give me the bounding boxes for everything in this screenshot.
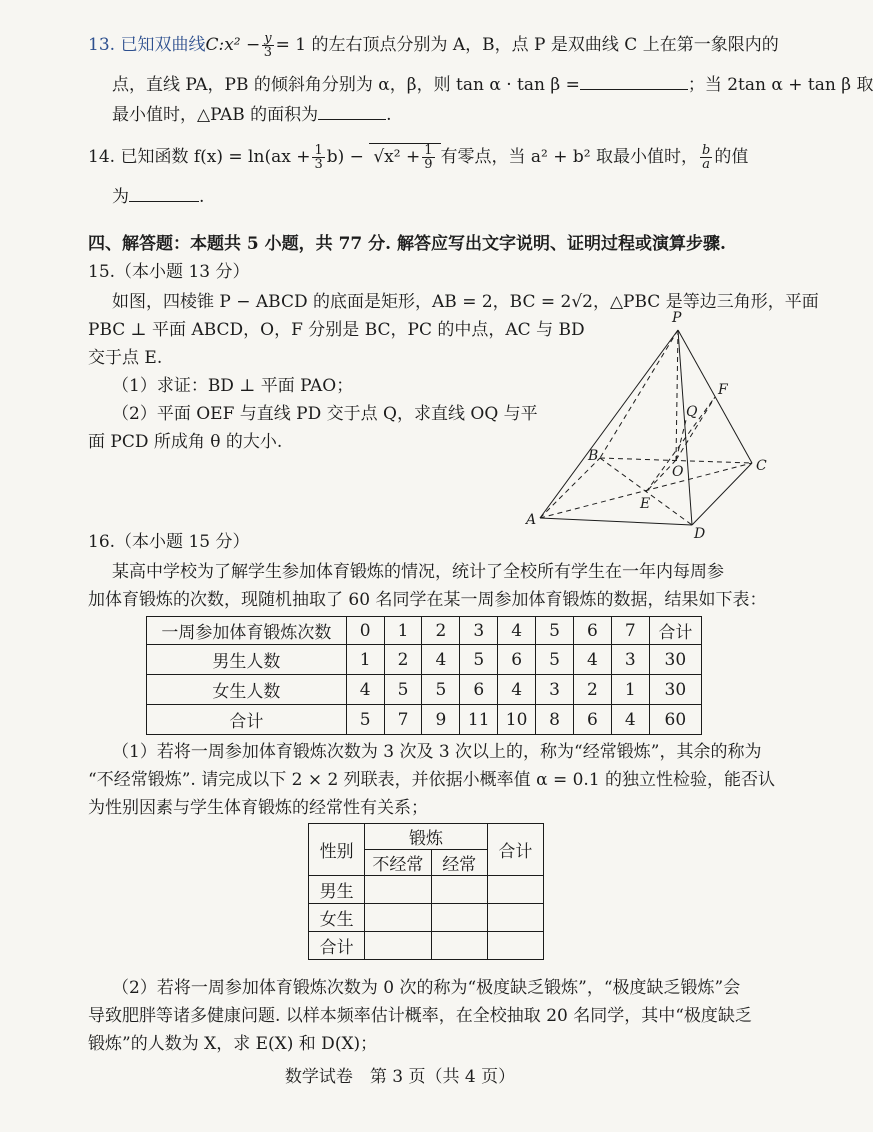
table-cell: 6 [460,675,498,705]
q13-intro: 已知双曲线 [120,35,206,55]
ct-blank-cell[interactable] [365,932,431,960]
q16-part2-line-2: 导致肥胖等诸多健康问题. 以样本频率估计概率，在全校抽取 20 名同学，其中“极度缺乏 [88,1006,752,1026]
q13-blank-2[interactable] [318,102,386,120]
table-header-cell: 5 [536,617,574,645]
q14-f1-num: 1 [314,143,323,158]
table-header-cell: 6 [573,617,611,645]
q13-frac-den: 3 [263,45,273,60]
q13-line2a: 点，直线 PA，PB 的倾斜角分别为 α，β，则 tan α · tan β = [112,75,580,95]
q13-number: 13. [88,35,116,55]
table-header-cell: 2 [422,617,460,645]
table-row [309,876,544,904]
q15-header: 15.（本小题 13 分） [88,262,250,282]
section-4-heading: 四、解答题：本题共 5 小题，共 77 分. 解答应写出文字说明、证明过程或演算步骤. [88,234,726,254]
table-cell: 2 [384,645,422,675]
q14-number: 14. [88,147,116,167]
q15-line-6: 面 PCD 所成角 θ 的大小. [88,432,283,452]
table-header-cell: 1 [384,617,422,645]
q14-frac-2 [422,144,434,171]
ct-blank-cell[interactable] [365,904,431,932]
ct-gender-header: 性别 [309,824,365,876]
q14-t3: 有零点，当 a² + b² 取最小值时， [440,147,699,167]
table-cell: 10 [498,705,536,735]
label-E: E [640,496,651,512]
table-cell: 6 [573,705,611,735]
table-row [309,932,544,960]
table-cell: 11 [460,705,498,735]
q14-f2-den: 9 [424,157,433,172]
q14-f2-num: 1 [424,143,433,158]
label-F: F [718,382,728,398]
table-cell: 4 [346,675,384,705]
edge-PC [678,330,752,463]
q16-part1-line-1: （1）若将一周参加体育锻炼次数为 3 次及 3 次以上的，称为“经常锻炼”，其余的称为 [112,742,762,762]
contingency-table [308,823,544,960]
table-cell: 4 [498,675,536,705]
table-cell: 5 [536,645,574,675]
q14-sqrt-a: x² + [384,147,421,167]
edge-PD [678,330,692,525]
q13-line-1 [88,32,779,59]
q13-line-2 [112,72,873,97]
table-cell: 4 [573,645,611,675]
ct-row-label: 女生 [309,904,365,932]
table-cell: 男生人数 [147,645,347,675]
q15-line-5: （2）平面 OEF 与直线 PD 交于点 Q，求直线 OQ 与平 [112,404,538,424]
q14-frac-1 [312,144,324,171]
q14-line-1 [88,143,748,171]
q14-line-2 [112,184,204,209]
table-header-cell: 合计 [649,617,701,645]
ct-blank-cell[interactable] [431,904,487,932]
exercise-table [146,616,702,735]
table-cell: 5 [422,675,460,705]
pyramid-figure [520,300,780,540]
q14-line2a: 为 [112,187,129,207]
table-cell: 8 [536,705,574,735]
q14-sqrt: √x² + $\frac{1}{9}$ [369,143,440,171]
table-cell: 7 [384,705,422,735]
q16-line-1: 某高中学校为了解学生参加体育锻炼的情况，统计了全校所有学生在一年内每周参 [112,562,724,582]
edge-DC [692,463,752,525]
q14-frac-3 [700,144,712,171]
q13-line3b: . [386,105,392,125]
ct-not-regular-header: 不经常 [365,850,431,876]
q13-line-3 [112,102,392,127]
q14-f3-den: a [702,157,711,172]
table-header-cell: 一周参加体育锻炼次数 [147,617,347,645]
table-cell: 3 [536,675,574,705]
label-O: O [672,464,684,480]
table-header-row [147,617,702,645]
q15-line-2: PBC ⊥ 平面 ABCD，O，F 分别是 BC，PC 的中点，AC 与 BD [88,320,585,340]
q15-line-1: 如图，四棱锥 P − ABCD 的底面是矩形，AB = 2，BC = 2√2，△PBC 是等边三角形，平面 [112,292,819,312]
q14-blank[interactable] [129,184,199,202]
edge-PB [600,330,678,458]
label-D: D [694,526,706,542]
ct-row-label: 合计 [309,932,365,960]
table-header-cell: 4 [498,617,536,645]
label-P: P [672,310,682,326]
q14-line2b: . [199,187,205,207]
q13-blank-1[interactable] [580,72,688,90]
ct-total-header: 合计 [487,824,543,876]
ct-blank-cell[interactable] [365,876,431,904]
table-cell: 4 [422,645,460,675]
table-row [147,675,702,705]
ct-blank-cell[interactable] [431,932,487,960]
q16-part2-line-3: 锻炼”的人数为 X，求 E(X) 和 D(X)； [88,1034,378,1054]
q15-line-4: （1）求证：BD ⊥ 平面 PAO； [112,376,354,396]
q13-fraction [262,32,273,59]
ct-blank-cell[interactable] [487,904,543,932]
ct-row-label: 男生 [309,876,365,904]
table-cell: 5 [384,675,422,705]
q15-line-3: 交于点 E. [88,348,163,368]
table-cell: 1 [346,645,384,675]
q14-t2: b) − [326,147,364,167]
q13-eq-rhs: = 1 的左右顶点分别为 A，B，点 P 是双曲线 C 上在第一象限内的 [275,35,779,55]
table-cell: 30 [649,645,701,675]
ct-blank-cell[interactable] [487,876,543,904]
table-cell: 9 [422,705,460,735]
table-row [147,645,702,675]
q13-eq-lhs: :x² − [218,35,261,55]
q14-t1: 已知函数 f(x) = ln(ax + [120,147,311,167]
q16-line-2: 加体育锻炼的次数，现随机抽取了 60 名同学在某一周参加体育锻炼的数据，结果如下表： [88,590,767,610]
seg-PO [676,330,678,460]
q16-part1-line-2: “不经常锻炼”. 请完成以下 2 × 2 列联表，并依据小概率值 α = 0.1 的独立性检验，能否认 [88,770,776,790]
q16-part1-line-3: 为性别因素与学生体育锻炼的经常性有关系； [88,798,428,818]
table-row [147,705,702,735]
q13-frac-num: y [264,31,272,46]
table-cell: 4 [611,705,649,735]
ct-blank-cell[interactable] [431,876,487,904]
table-cell: 60 [649,705,701,735]
table-header-cell: 0 [346,617,384,645]
ct-exercise-header: 锻炼 [365,824,488,850]
table-cell: 5 [346,705,384,735]
q16-header: 16.（本小题 15 分） [88,532,250,552]
q14-t4: 的值 [714,147,749,167]
ct-blank-cell[interactable] [487,932,543,960]
table-cell: 3 [611,645,649,675]
label-Q: Q [686,404,698,420]
label-C: C [756,458,767,474]
edge-PA [540,330,678,518]
ct-regular-header: 经常 [431,850,487,876]
table-header-cell: 7 [611,617,649,645]
label-A: A [526,512,537,528]
q14-f3-num: b [702,143,711,158]
edge-AB [540,458,600,518]
label-B: B [588,448,599,464]
table-cell: 5 [460,645,498,675]
q14-f1-den: 3 [314,157,323,172]
table-cell: 1 [611,675,649,705]
q13-line2b: ；当 2tan α + tan β 取 [687,75,873,95]
q16-part2-line-1: （2）若将一周参加体育锻炼次数为 0 次的称为“极度缺乏锻炼”，“极度缺乏锻炼”会 [112,978,741,998]
table-row [309,904,544,932]
table-cell: 2 [573,675,611,705]
table-header-cell: 3 [460,617,498,645]
table-cell: 6 [498,645,536,675]
table-cell: 30 [649,675,701,705]
q13-curve: C [205,35,219,55]
table-cell: 女生人数 [147,675,347,705]
q13-line3a: 最小值时，△PAB 的面积为 [112,105,319,125]
edge-AD [540,518,692,525]
table-cell: 合计 [147,705,347,735]
page-footer: 数学试卷 第 3 页（共 4 页） [284,1067,516,1087]
